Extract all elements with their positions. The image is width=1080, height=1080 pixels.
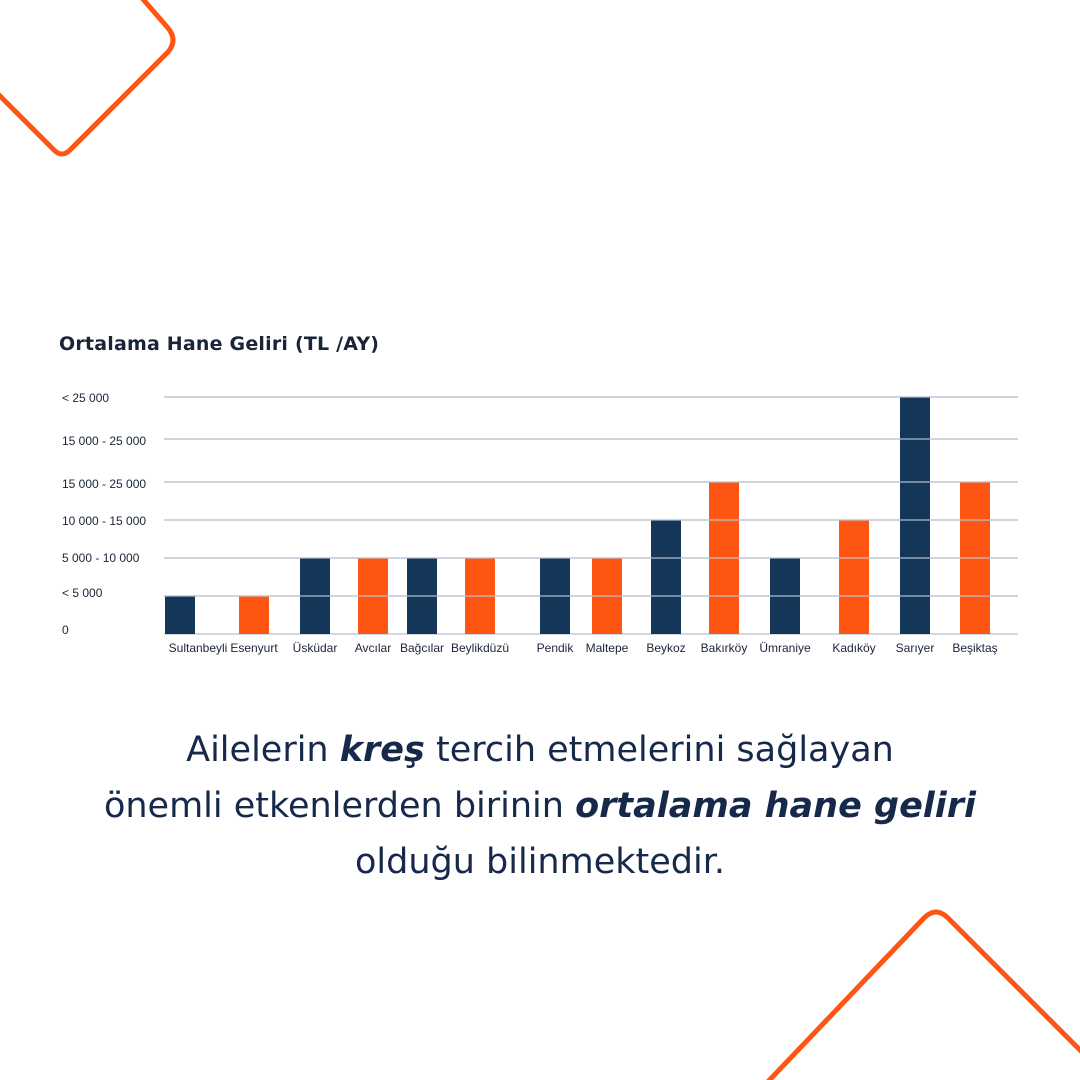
caption <box>40 722 1040 890</box>
caption-line1-c: tercih etmelerini sağlayan <box>424 730 894 770</box>
bar-beykoz <box>651 520 681 634</box>
x-tick-label: Sultanbeyli <box>168 641 228 655</box>
x-tick-label: Üsküdar <box>292 641 338 655</box>
bar-sarıyer <box>900 397 930 634</box>
x-tick-label: Bağcılar <box>399 641 445 655</box>
x-tick-label: Ümraniye <box>759 641 811 655</box>
y-tick-label: 15 000 - 25 000 <box>62 434 147 448</box>
x-tick-label: Bakırköy <box>700 641 748 655</box>
y-tick-label: < 5 000 <box>62 586 103 600</box>
y-tick-label: 5 000 - 10 000 <box>62 551 140 565</box>
top-left-corner-shape <box>0 0 173 154</box>
y-axis-labels <box>62 391 146 637</box>
caption-line3: olduğu bilinmektedir. <box>354 842 726 882</box>
x-tick-label: Pendik <box>536 641 574 655</box>
bar-kadıköy <box>839 520 869 634</box>
x-tick-label: Beykoz <box>646 641 686 655</box>
bars <box>164 397 1018 634</box>
x-tick-label: Avcılar <box>354 641 392 655</box>
x-tick-label: Kadıköy <box>832 641 876 655</box>
x-axis-labels <box>169 641 998 655</box>
caption-line2-a: önemli etkenlerden birinin <box>103 786 576 826</box>
x-tick-label: Beylikdüzü <box>450 641 510 655</box>
x-tick-label: Sarıyer <box>895 641 935 655</box>
bar-chart <box>0 380 1080 670</box>
chart-title: Ortalama Hane Geliri (TL /AY) <box>59 333 380 355</box>
y-tick-label: 0 <box>62 623 69 637</box>
grid-lines <box>164 397 1018 634</box>
caption-line1-a: Ailelerin <box>186 730 340 770</box>
x-tick-label: Maltepe <box>585 641 629 655</box>
caption-emphasis-income: ortalama hane geliri <box>575 786 977 826</box>
y-tick-label: 10 000 - 15 000 <box>62 514 147 528</box>
x-tick-label: Beşiktaş <box>952 641 998 655</box>
y-tick-label: < 25 000 <box>62 391 110 405</box>
bottom-right-corner-shape <box>760 912 1080 1080</box>
bar-sultanbeyli <box>165 596 195 634</box>
x-tick-label: Esenyurt <box>230 641 278 655</box>
bar-esenyurt <box>239 596 269 634</box>
y-tick-label: 15 000 - 25 000 <box>62 477 147 491</box>
caption-emphasis-kres: kreş <box>339 730 425 770</box>
